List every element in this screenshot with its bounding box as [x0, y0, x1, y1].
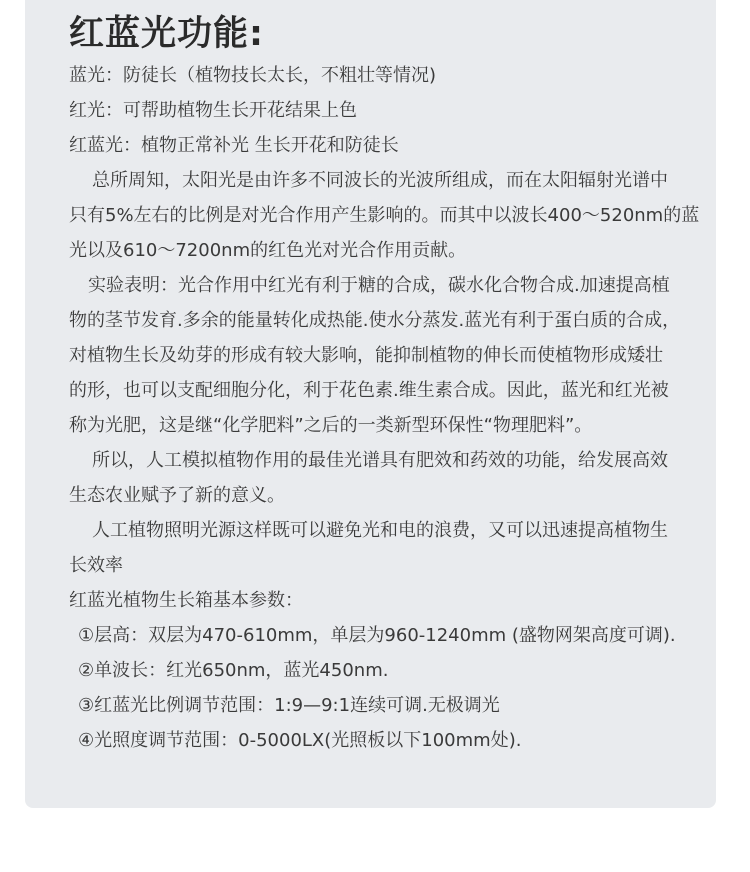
param-item: ③红蓝光比例调节范围：1:9—9:1连续可调.无极调光: [78, 695, 500, 716]
text-line: 长效率: [69, 555, 123, 576]
text-line: 蓝光：防徒长（植物技长太长，不粗壮等情况): [69, 65, 437, 86]
param-item: ④光照度调节范围：0-5000LX(光照板以下100mm处).: [78, 730, 522, 751]
param-item: ②单波长：红光650nm，蓝光450nm.: [78, 660, 389, 681]
body-text: [69, 58, 719, 758]
text-line: 实验表明：光合作用中红光有利于糖的合成，碳水化合物合成.加速提高植: [88, 275, 670, 296]
text-line: 总所周知，太阳光是由许多不同波长的光波所组成，而在太阳辐射光谱中: [92, 170, 668, 191]
text-line: 人工植物照明光源这样既可以避免光和电的浪费，又可以迅速提高植物生: [92, 520, 668, 541]
text-line: 称为光肥，这是继“化学肥料”之后的一类新型环保性“物理肥料”。: [69, 415, 593, 436]
text-line: 物的茎节发育.多余的能量转化成热能.使水分蒸发.蓝光有利于蛋白质的合成，: [69, 310, 681, 331]
text-line: 红光：可帮助植物生长开花结果上色: [69, 100, 357, 121]
text-line: 红蓝光：植物正常补光 生长开花和防徒长: [69, 135, 399, 156]
text-line: 光以及610～7200nm的红色光对光合作用贡献。: [69, 240, 467, 261]
text-line: 对植物生长及幼芽的形成有较大影响，能抑制植物的伸长而使植物形成矮壮: [69, 345, 663, 366]
text-line: 所以，人工模拟植物作用的最佳光谱具有肥效和药效的功能，给发展高效: [92, 450, 668, 471]
content-panel: [25, 0, 716, 808]
text-line: 只有5%左右的比例是对光合作用产生影响的。而其中以波长400～520nm的蓝: [69, 205, 700, 226]
text-line: 生态农业赋予了新的意义。: [69, 485, 285, 506]
param-item: ①层高：双层为470-610mm，单层为960-1240mm (盛物网架高度可调).: [78, 625, 676, 646]
text-line: 红蓝光植物生长箱基本参数：: [69, 590, 303, 611]
page-title: 红蓝光功能:: [69, 14, 264, 54]
text-line: 的形，也可以支配细胞分化，利于花色素.维生素合成。因此，蓝光和红光被: [69, 380, 669, 401]
